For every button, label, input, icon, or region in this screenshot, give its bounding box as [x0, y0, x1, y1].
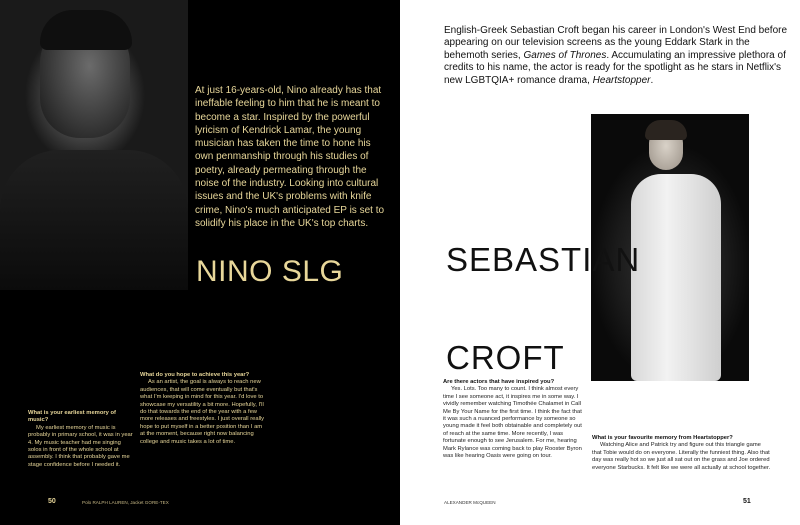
interview-column-3	[443, 379, 586, 460]
intro-text-2: . Accumulating an impressive plethora of credits to his name, the actor is ready for the spotlight as he stars in Netflix's new LGBTQIA+ romance drama,	[444, 49, 786, 86]
answer-inspiring-actors: Yes. Lots. Too many to count. I think almost every time I see someone act, it inspires me in some way. I vividly remember watching Timothée Chalamet in Call Me By Your Name for the first time. I think the fact that it was such a nuanced performance by someone so young made it feel both obtainable and completely out of reach at the same time. More recently, I was fortunate enough to see Jerusalem. For me, hearing Mark Rylance was coming back to play Rooster Byron was like hearing Oasis were going on tour.	[443, 386, 582, 460]
photo-jacket-shape	[0, 150, 188, 290]
answer-favourite-memory: Watching Alice and Patrick try and figure out this triangle game that Tobie would do on everyone. Literally the funniest thing. Also that day was really hot so we just all sat out on the grass and Joe ordered everyone Starbucks. It felt like we were all actually at school together.	[592, 442, 771, 471]
photo-hair-shape	[40, 10, 132, 50]
interview-column-1	[28, 410, 133, 469]
photo-credit-left: Polo RALPH LAUREN, Jacket GORE-TEX	[82, 500, 169, 505]
sebastian-name-last: CROFT	[446, 339, 565, 376]
question-inspiring-actors: Are there actors that have inspired you?	[443, 379, 555, 385]
nino-intro-paragraph: At just 16-years-old, Nino already has that ineffable feeling to him that he is meant to become a star. Inspired by the powerful lyricism of Kendrick Lamar, the young musician has taken the time to hone his own penmanship through his studies of poetry, already permeating through the noise of the industry. Looking into cultural issues and the UK's problems with knife crime, Nino's much anticipated EP is set to solidify his place in the UK's top charts.	[195, 85, 385, 229]
answer-achieve-this-year: As an artist, the goal is always to reach new audiences, that will come eventually but that's what I'm keeping in mind for this year. I'd love to showcase my versatility a bit more. Hopefully, I'll do that towards the end of the year with a few more releases and freestyles. I just overall really hope to put myself in a better position than I am at the moment, because right now balancing college and music takes a lot of time.	[140, 379, 265, 445]
photo-credit-right: ALEXANDER McQUEEN	[444, 500, 496, 505]
interview-column-4	[592, 435, 772, 472]
page-number-right: 51	[743, 498, 751, 505]
question-achieve-this-year: What do you hope to achieve this year?	[140, 372, 250, 378]
sebastian-intro-paragraph	[444, 25, 796, 87]
right-page	[400, 0, 800, 525]
photo-suit-shape	[631, 174, 721, 381]
nino-title: NINO SLG	[196, 255, 344, 288]
question-earliest-memory: What is your earliest memory of music?	[28, 410, 116, 424]
portrait-photo-nino	[0, 0, 188, 288]
question-favourite-memory: What is your favourite memory from Heartstopper?	[592, 435, 733, 441]
photo-hair-shape-right	[645, 120, 687, 140]
intro-text-1: English-Greek Sebastian Croft began his career in London's West End before appearing on our television screens as the young Eddark Stark in the behemoth series,	[444, 25, 788, 61]
intro-series-title: Heartstopper	[592, 74, 651, 86]
intro-text-3: .	[650, 74, 654, 86]
sebastian-name-first: SEBASTIAN	[446, 241, 641, 278]
page-number-left: 50	[48, 498, 56, 505]
answer-earliest-memory: My earliest memory of music is probably in primary school, it was in year 4. My music teacher had me singing solos in front of the whole school at assembly. I think that probably gave me stage confidence before I needed it.	[28, 424, 133, 468]
interview-column-2	[140, 372, 268, 446]
intro-show-title: Games of Thrones	[523, 49, 607, 61]
